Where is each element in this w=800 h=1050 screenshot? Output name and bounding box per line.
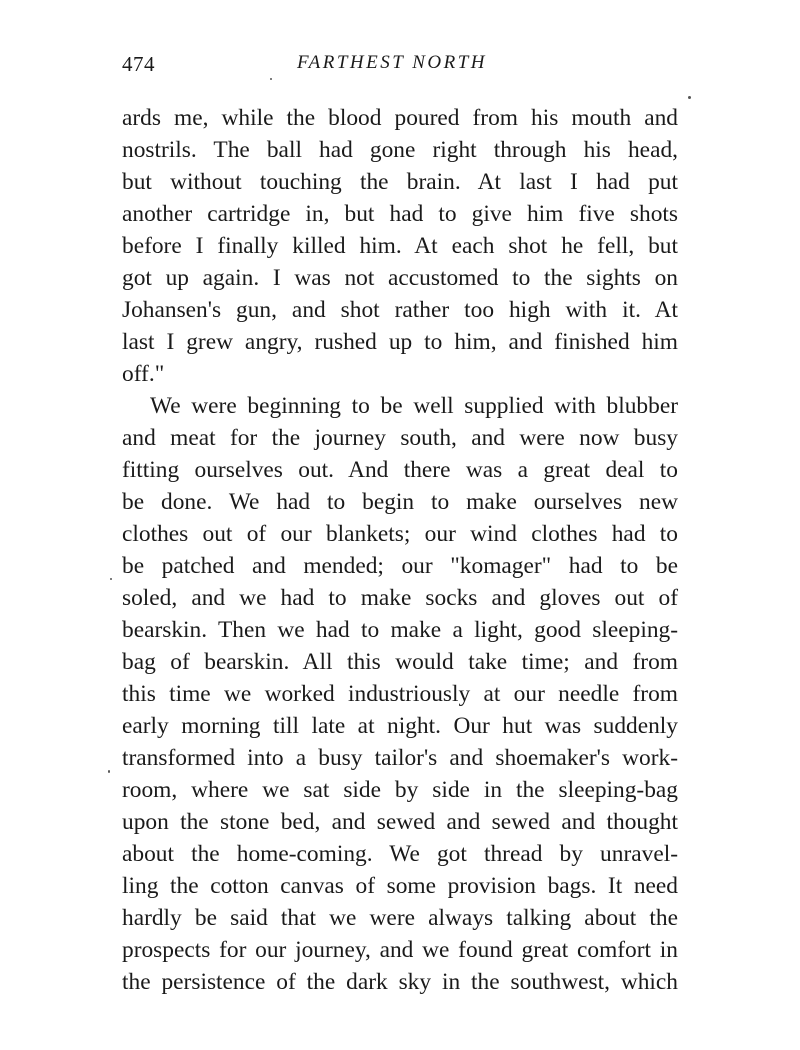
text-line: room, where we sat side by side in the sleeping-bag: [122, 777, 678, 803]
text-line: about the home-coming. We got thread by unravel-: [122, 841, 678, 867]
running-title: FARTHEST NORTH: [297, 52, 488, 73]
text-line: be done. We had to begin to make ourselves new: [122, 489, 678, 515]
text-line: the persistence of the dark sky in the southwest, which: [122, 969, 678, 995]
text-line: off.": [122, 361, 165, 387]
text-line: bag of bearskin. All this would take time; and from: [122, 649, 678, 675]
body-text: [122, 102, 678, 998]
text-line: and meat for the journey south, and were now busy: [122, 425, 678, 451]
text-line: before I finally killed him. At each shot he fell, but: [122, 233, 678, 259]
text-line: upon the stone bed, and sewed and sewed and thought: [122, 809, 678, 835]
text-line: this time we worked industriously at our needle from: [122, 681, 678, 707]
text-line: soled, and we had to make socks and gloves out of: [122, 585, 678, 611]
running-head: [122, 52, 682, 82]
print-speck: [688, 96, 691, 99]
text-line: prospects for our journey, and we found great comfort in: [122, 937, 678, 963]
text-line: but without touching the brain. At last I had put: [122, 169, 678, 195]
text-line: last I grew angry, rushed up to him, and finished him: [122, 329, 678, 355]
text-line: ards me, while the blood poured from his mouth and: [122, 105, 678, 131]
print-speck: [270, 78, 272, 80]
text-line: Johansen's gun, and shot rather too high with it. At: [122, 297, 678, 323]
text-line: bearskin. Then we had to make a light, good sleeping-: [122, 617, 678, 643]
text-line: be patched and mended; our "komager" had to be: [122, 553, 678, 579]
text-line: ling the cotton canvas of some provision bags. It need: [122, 873, 678, 899]
text-line: got up again. I was not accustomed to the sights on: [122, 265, 678, 291]
paragraph-1: [122, 102, 678, 390]
text-line: nostrils. The ball had gone right through his head,: [122, 137, 678, 163]
text-line: fitting ourselves out. And there was a great deal to: [122, 457, 678, 483]
text-line: transformed into a busy tailor's and shoemaker's work-: [122, 745, 678, 771]
text-line: hardly be said that we were always talking about the: [122, 905, 678, 931]
text-line: early morning till late at night. Our hut was suddenly: [122, 713, 678, 739]
text-line: another cartridge in, but had to give him five shots: [122, 201, 678, 227]
print-speck: [108, 770, 110, 773]
paragraph-2: [122, 390, 678, 998]
text-line: clothes out of our blankets; our wind clothes had to: [122, 521, 678, 547]
print-speck: [110, 578, 112, 580]
page-number: 474: [122, 52, 155, 76]
text-line: We were beginning to be well supplied with blubber: [150, 393, 678, 419]
